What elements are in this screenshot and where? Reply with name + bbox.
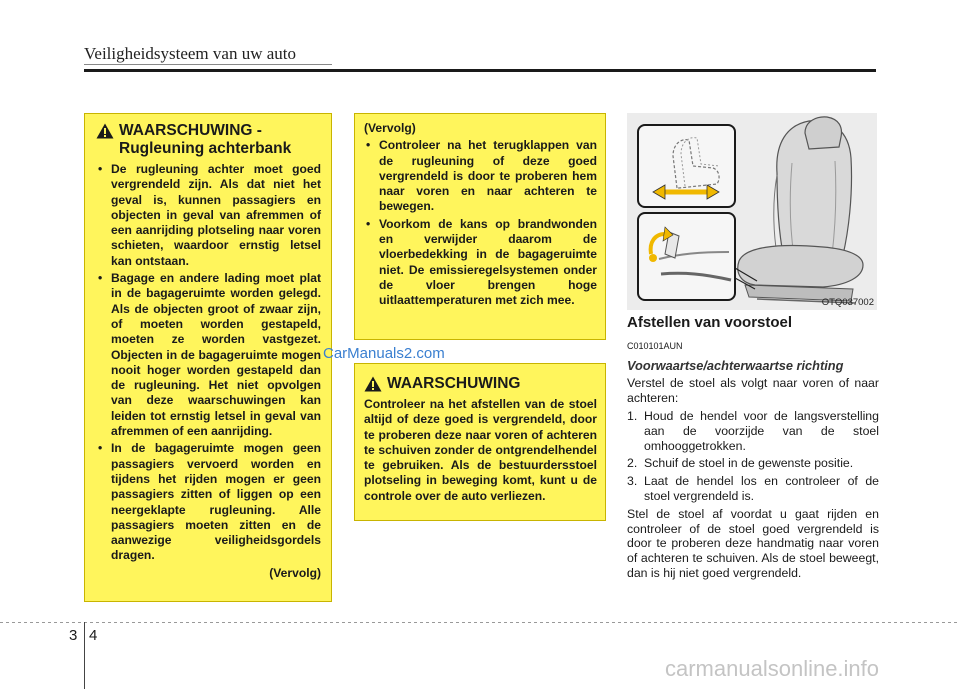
warning-triangle-icon: [96, 123, 114, 139]
step-number: 2.: [627, 456, 638, 471]
step-number: 1.: [627, 408, 638, 423]
warning-subtitle: Rugleuning achterbank: [119, 140, 292, 157]
outro-paragraph: Stel de stoel af voordat u gaat rijden en controleer of de stoel goed vergrendeld is door te proberen deze handmatig naar voren of achteren te schuiven. Als de stoel beweegt, dan is hij niet goed vergrendeld.: [627, 506, 879, 580]
warning-bullet-list: [364, 138, 597, 308]
warning-box-continued: [354, 113, 606, 340]
warning-bullet: • De rugleuning achter moet goed vergrendeld zijn. Als dat niet het geval is, kunnen passagiers en objecten in geval van afremmen of een aanrijding plotseling naar voren schieten, waardoor ernstig letsel kan ontstaan.: [96, 162, 321, 269]
step-text: Laat de hendel los en controleer of de stoel vergrendeld is.: [644, 474, 879, 503]
warning-heading: [364, 375, 597, 393]
seat-slide-inset: [637, 124, 736, 208]
step-text: Schuif de stoel in de gewenste positie.: [644, 456, 854, 471]
continued-label: (Vervolg): [269, 565, 321, 580]
warning-bullet: • Bagage en andere lading moet plat in de bagageruimte worden gelegd. Als de objecten groot of zwaar zijn, of moeten worden gestapeld, moeten ze worden vastgezet. Objecten in de bagageruimte mogen nooit hoger worden gestapeld dan de rugleuning. Het niet opvolgen van deze waarschuwingen kan leiden tot ernstig letsel in geval van afremmen of een aanrijding.: [96, 271, 321, 439]
seat-illustration: [627, 113, 877, 310]
watermark-bottom: carmanualsonline.info: [665, 656, 880, 681]
seat-adjustment-section: [627, 316, 879, 584]
warning-box-seat-lock: [354, 363, 606, 521]
warning-title: WAARSCHUWING -: [119, 122, 262, 139]
warning-title: WAARSCHUWING: [387, 375, 521, 392]
section-code: C010101AUN: [627, 340, 683, 351]
section-title: Afstellen van voorstoel: [627, 314, 793, 331]
watermark-top: CarManuals2.com: [323, 345, 445, 362]
steps-list: [627, 409, 879, 504]
warning-bullet-list: [96, 162, 321, 564]
step-number: 3.: [627, 474, 638, 489]
intro-paragraph: Verstel de stoel als volgt naar voren of naar achteren:: [627, 376, 879, 406]
warning-bullet: • In de bagageruimte mogen geen passagiers vervoerd worden en tijdens het rijden mogen er geen passagiers zitten of liggen op een neergeklapte rugleuning. Alle passagiers moeten zitten en de aanwezige veiligheidsgordels dragen.: [96, 441, 321, 563]
warning-text: Controleer na het afstellen van de stoel altijd of deze goed is vergrendeld, door te proberen deze naar voren of achteren te schuiven zonder de ontgrendelhendel te gebruiken. Als de bestuurdersstoel plotseling in beweging komt, kunt u de controle over de auto verliezen.: [364, 397, 597, 503]
footer-vertical-rule: [84, 622, 85, 689]
step-text: Houd de hendel voor de langsverstelling aan de voorzijde van de stoel omhooggetrokken.: [644, 408, 879, 453]
footer-divider: [0, 622, 960, 623]
header-thin-rule: [84, 64, 332, 65]
header-rule: [84, 69, 876, 72]
page-number: 4: [89, 627, 98, 644]
section-subtitle: Voorwaartse/achterwaartse richting: [627, 357, 844, 373]
figure-code: OTQ037002: [821, 297, 874, 308]
step-item: [627, 474, 879, 504]
warning-bullet: • Controleer na het terugklappen van de rugleuning of deze goed vergrendeld is door te proberen hem naar voren en naar achteren te bewegen.: [364, 138, 597, 214]
step-item: [627, 456, 879, 471]
page-chapter-number: 3: [69, 627, 78, 644]
step-item: [627, 409, 879, 453]
seat-slide-icon: [639, 126, 734, 206]
warning-triangle-icon: [364, 376, 382, 392]
warning-bullet: • Voorkom de kans op brandwonden en verwijder daarom de vloerbedekking in de bagageruimte niet. De emissieregelsystemen onder de vloer brengen hoge uitlaattemperaturen met zich mee.: [364, 217, 597, 309]
page-header-title: Veiligheidsysteem van uw auto: [84, 44, 296, 63]
lever-icon: [639, 214, 734, 299]
seat-lever-inset: [637, 212, 736, 301]
warning-box-rear-seatback: [84, 113, 332, 602]
warning-heading: [96, 122, 321, 158]
continued-label: (Vervolg): [364, 121, 416, 135]
